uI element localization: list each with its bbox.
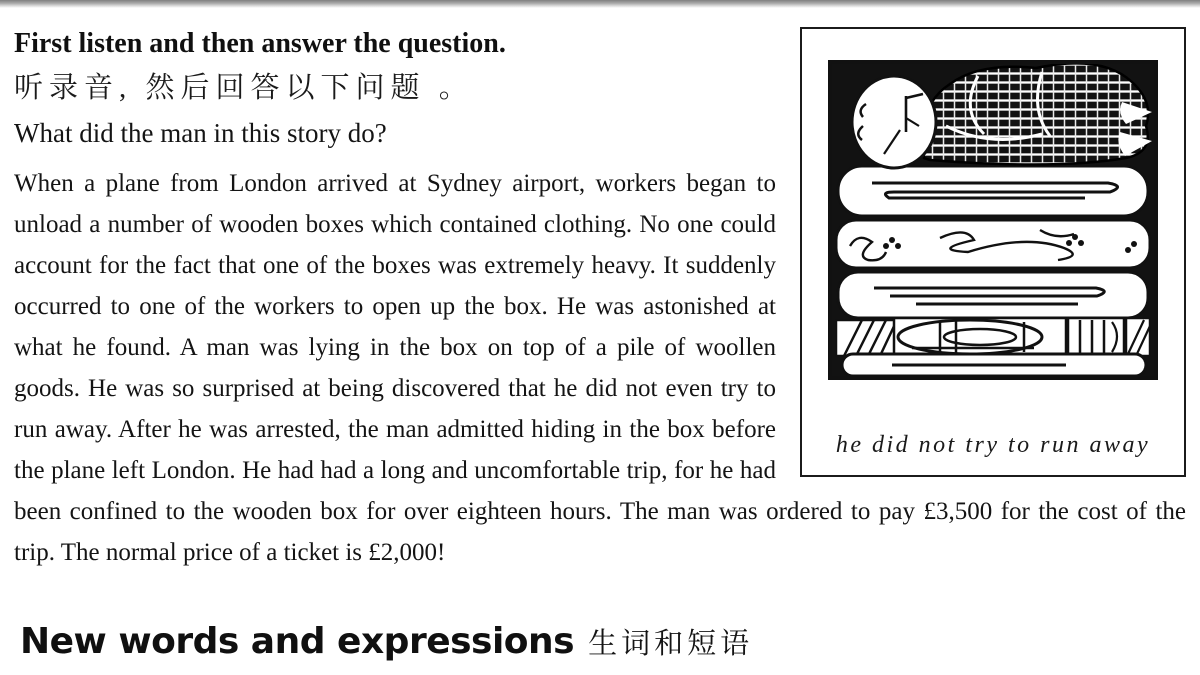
man-lying-on-woollen-goods-illustration	[828, 60, 1158, 380]
listening-instruction-zh: 听录音, 然后回答以下问题 。	[14, 72, 474, 104]
section-heading-english: New words and expressions	[20, 621, 575, 662]
new-words-section-heading	[20, 621, 753, 662]
illustration-caption: he did not try to run away	[835, 432, 1151, 458]
section-heading-chinese: 生词和短语	[588, 628, 754, 660]
comprehension-question: What did the man in this story do?	[14, 118, 387, 148]
scanned-page-top-edge	[0, 0, 1200, 8]
listening-instruction-en: First listen and then answer the question.	[14, 28, 506, 59]
illustration-frame	[800, 27, 1186, 477]
story-passage: When a plane from London arrived at Sydney airport, workers began to unload a number of wooden boxes which contained clothing. No one could account for the fact that one of the boxes was extremely heavy. It suddenly occurred to one of the workers to open up the box. He was astonished at what he found. A man was lying in the box on top of a pile of woollen goods. He was so surprised at being discovered that he did not even try to run away. After he was arrested, the man admitted hiding in the box before the plane left London. He had had a long and uncomfortable trip, for he had been confined to the wooden box for over eighteen hours. The man was ordered to pay £3,500 for the cost of the trip. The normal price of a ticket is £2,000!	[14, 170, 1186, 566]
page-content	[0, 8, 1200, 675]
